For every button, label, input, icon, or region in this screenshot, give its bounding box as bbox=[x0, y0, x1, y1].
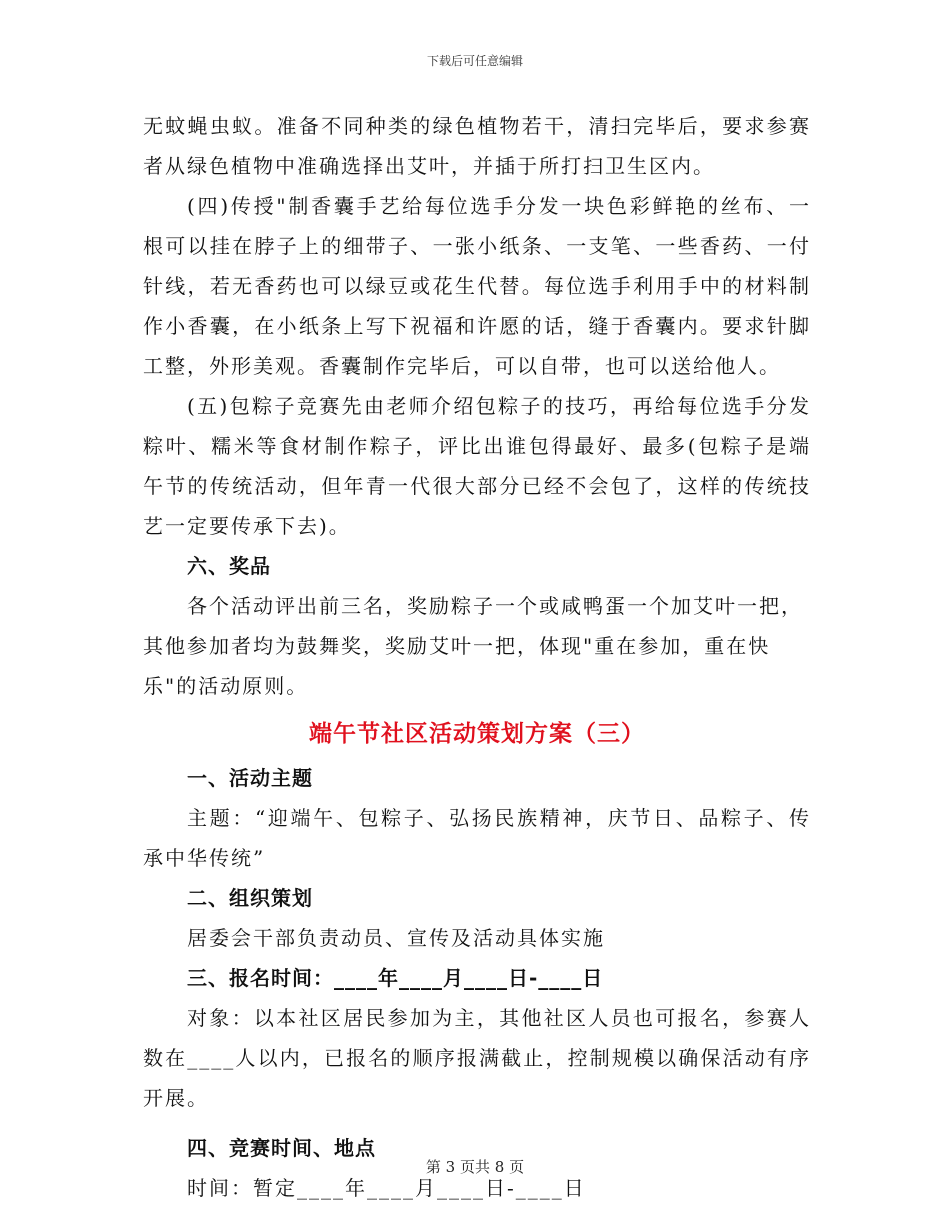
section-heading-time-place: 四、竞赛时间、地点 bbox=[187, 1136, 376, 1160]
paragraph-continuation: 无蚊蝇虫蚁。准备不同种类的绿色植物若干，清扫完毕后，要求参赛者从绿色植物中准确选择出艾叶，并插于所打扫卫生区内。 bbox=[143, 114, 811, 178]
paragraph-participants: 对象：以本社区居民参加为主，其他社区人员也可报名，参赛人数在____人以内，已报名的顺序报满截止，控制规模以确保活动有序开展。 bbox=[143, 1006, 811, 1110]
section-heading-prizes: 六、奖品 bbox=[187, 554, 271, 578]
paragraph-organization: 居委会干部负责动员、宣传及活动具体实施 bbox=[187, 926, 605, 950]
paragraph-zongzi-contest: (五)包粽子竞赛先由老师介绍包粽子的技巧，再给每位选手分发粽叶、糯米等食材制作粽子，评比出谁包得最好、最多(包粽子是端午节的传统活动，但年青一代很大部分已经不会包了，这样的传统技艺一定要传承下去)。 bbox=[143, 394, 811, 538]
section-heading-registration: 三、报名时间：____年____月____日-____日 bbox=[187, 966, 604, 990]
paragraph-theme: 主题：“迎端午、包粽子、弘扬民族精神，庆节日、品粽子、传承中华传统” bbox=[143, 806, 811, 870]
paragraph-prizes: 各个活动评出前三名，奖励粽子一个或咸鸭蛋一个加艾叶一把，其他参加者均为鼓舞奖，奖励艾叶一把，体现"重在参加，重在快乐"的活动原则。 bbox=[143, 594, 803, 698]
section-heading-theme: 一、活动主题 bbox=[187, 766, 313, 790]
section-heading-organization: 二、组织策划 bbox=[187, 886, 313, 910]
paragraph-sachet-activity: (四)传授"制香囊手艺给每位选手分发一块色彩鲜艳的丝布、一根可以挂在脖子上的细带子、一张小纸条、一支笔、一些香药、一付针线，若无香药也可以绿豆或花生代替。每位选手利用手中的材料制作小香囊，在小纸条上写下祝福和许愿的话，缝于香囊内。要求针脚工整，外形美观。香囊制作完毕后，可以自带，也可以送给他人。 bbox=[143, 194, 811, 378]
document-body bbox=[143, 106, 811, 1208]
page-footer: 第 3 页共 8 页 bbox=[425, 1158, 525, 1176]
paragraph-time: 时间：暂定____年____月____日-____日 bbox=[187, 1176, 586, 1200]
document-title: 端午节社区活动策划方案（三） bbox=[309, 721, 645, 747]
page-header: 下载后可任意编辑 bbox=[426, 54, 523, 68]
